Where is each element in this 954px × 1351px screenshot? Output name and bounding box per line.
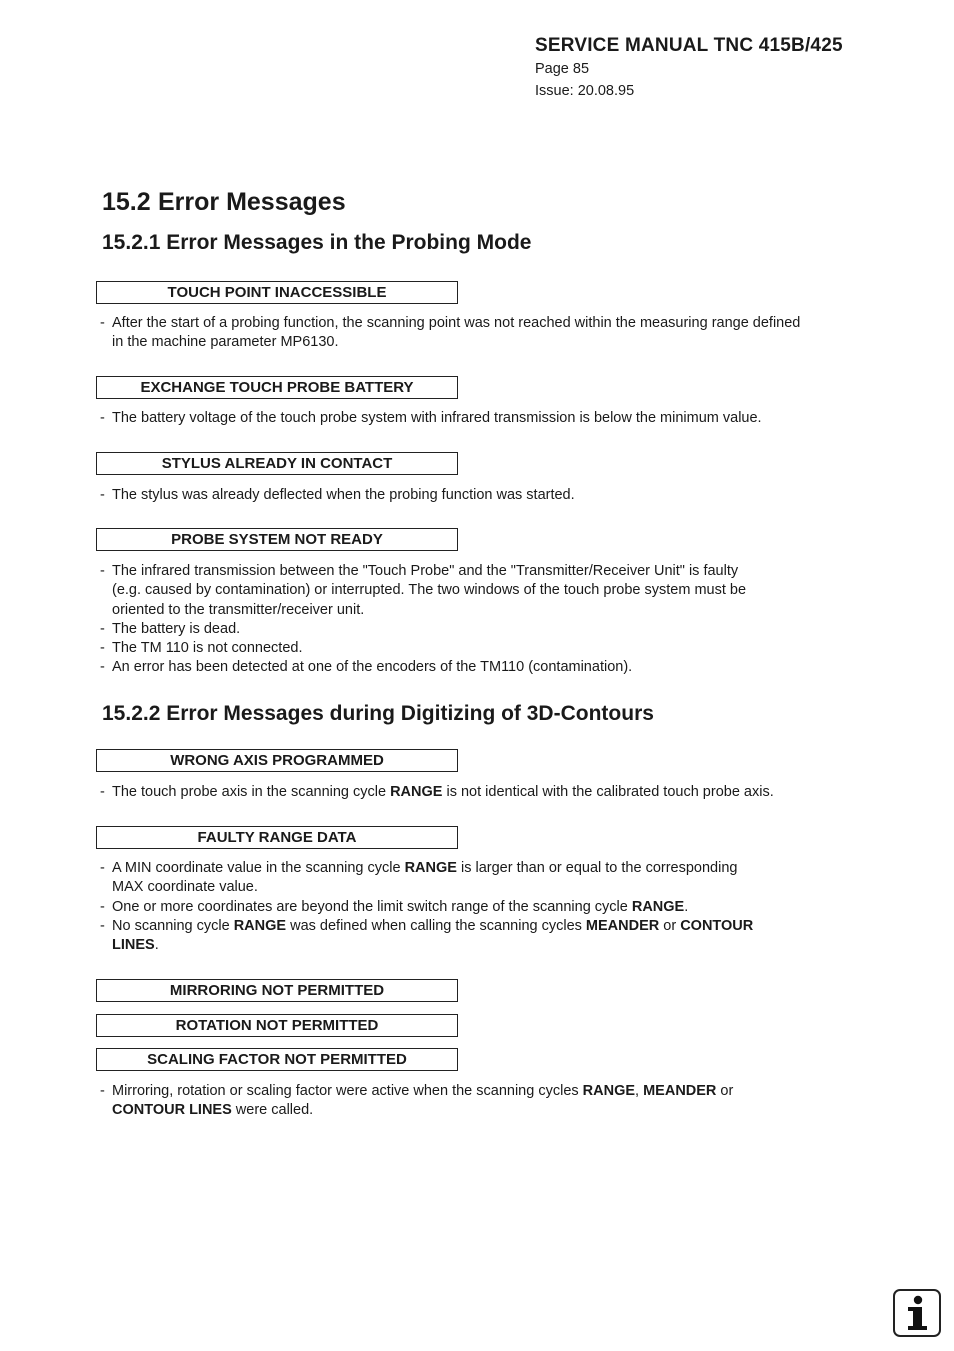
error-box-faulty-range: FAULTY RANGE DATA	[96, 826, 458, 849]
item-text	[112, 898, 900, 917]
bullet-dash: -	[100, 784, 105, 800]
text-run: is larger than or equal to the corresponding	[456, 860, 738, 876]
bullet-dash: -	[100, 315, 105, 331]
cycle-name: MEANDER	[585, 917, 660, 934]
error-box-touch-point-inaccessible: TOUCH POINT INACCESSIBLE	[96, 281, 458, 304]
text-run: No scanning cycle	[112, 917, 234, 934]
section-title: Error Messages	[158, 188, 346, 216]
cycle-name: MEANDER	[643, 1083, 717, 1099]
bullet-dash: -	[100, 410, 105, 426]
text-run: The touch probe axis in the scanning cycle	[112, 784, 391, 800]
text-run: Mirroring, rotation or scaling factor were active when the scanning cycles	[112, 1083, 583, 1099]
error-box-exchange-battery: EXCHANGE TOUCH PROBE BATTERY	[96, 376, 458, 399]
item-text	[112, 1082, 900, 1101]
item-text: MAX coordinate value.	[112, 879, 258, 896]
error-box-scaling: SCALING FACTOR NOT PERMITTED	[96, 1048, 458, 1071]
cycle-name: RANGE	[631, 898, 685, 915]
list-item	[100, 486, 900, 505]
cycle-name: RANGE	[390, 784, 443, 800]
error-box-mirroring: MIRRORING NOT PERMITTED	[96, 979, 458, 1002]
bullet-list	[100, 314, 900, 353]
item-text: After the start of a probing function, the scanning point was not reached within the measuring range defined	[112, 315, 801, 331]
item-text: in the machine parameter MP6130.	[112, 334, 339, 351]
cycle-name: RANGE	[233, 917, 287, 934]
list-item	[100, 898, 900, 917]
list-item	[100, 917, 900, 956]
list-item	[100, 409, 900, 428]
item-text: The stylus was already deflected when the probing function was started.	[112, 487, 575, 503]
text-run: .	[154, 937, 159, 954]
item-text	[112, 917, 900, 936]
error-box-rotation: ROTATION NOT PERMITTED	[96, 1014, 458, 1037]
bullet-list	[100, 562, 900, 678]
text-run: were called.	[231, 1102, 314, 1119]
bullet-list	[100, 486, 900, 505]
list-item	[100, 783, 900, 802]
bullet-dash: -	[100, 620, 105, 637]
list-item	[100, 314, 900, 353]
item-text: (e.g. caused by contamination) or interrupted. The two windows of the touch probe system must be	[112, 582, 747, 599]
item-text: The battery voltage of the touch probe system with infrared transmission is below the minimum value.	[112, 410, 762, 426]
item-text: The TM 110 is not connected.	[112, 640, 303, 657]
list-item	[100, 639, 900, 658]
item-text	[112, 783, 900, 802]
bullet-list	[100, 859, 900, 955]
bullet-list	[100, 783, 900, 802]
bullet-list	[100, 409, 900, 428]
bullet-dash: -	[100, 659, 105, 676]
item-text	[112, 936, 900, 955]
list-item	[100, 859, 900, 898]
cycle-name: RANGE	[582, 1083, 636, 1099]
text-run: A MIN coordinate value in the scanning cycle	[112, 860, 405, 876]
list-item	[100, 658, 900, 677]
text-run: or	[716, 1083, 734, 1099]
subsection-heading-probing: 15.2.1 Error Messages in the Probing Mode	[102, 231, 532, 254]
section-number: 15.2	[102, 188, 151, 216]
text-run: ,	[635, 1083, 644, 1099]
item-text	[112, 859, 900, 878]
section-heading	[102, 188, 346, 217]
cycle-name: LINES	[112, 937, 155, 954]
info-glyph	[902, 1294, 932, 1332]
bullet-list	[100, 1082, 900, 1121]
item-text	[112, 1101, 900, 1120]
bullet-dash: -	[100, 860, 105, 876]
issue-date: Issue: 20.08.95	[535, 83, 635, 99]
text-run: One or more coordinates are beyond the limit switch range of the scanning cycle	[112, 898, 632, 915]
info-icon	[893, 1289, 941, 1337]
list-item	[100, 562, 900, 620]
manual-title: SERVICE MANUAL TNC 415B/425	[535, 35, 843, 56]
item-text: The infrared transmission between the "Touch Probe" and the "Transmitter/Receiver Unit" is faulty	[112, 563, 739, 579]
list-item	[100, 1082, 900, 1121]
bullet-dash: -	[100, 640, 105, 657]
bullet-dash: -	[100, 1083, 105, 1099]
item-text: An error has been detected at one of the encoders of the TM110 (contamination).	[112, 659, 633, 676]
cycle-name: CONTOUR LINES	[112, 1102, 232, 1119]
error-box-wrong-axis: WRONG AXIS PROGRAMMED	[96, 749, 458, 772]
bullet-dash: -	[100, 898, 105, 915]
text-run: .	[684, 898, 689, 915]
bullet-dash: -	[100, 487, 105, 503]
text-run: or	[659, 917, 681, 934]
error-box-stylus-in-contact: STYLUS ALREADY IN CONTACT	[96, 452, 458, 475]
cycle-name: CONTOUR	[680, 917, 754, 934]
bullet-dash: -	[100, 563, 105, 579]
bullet-dash: -	[100, 917, 105, 934]
list-item	[100, 620, 900, 639]
subsection-heading-digitizing: 15.2.2 Error Messages during Digitizing of 3D-Contours	[102, 702, 654, 725]
text-run: was defined when calling the scanning cycles	[286, 917, 586, 934]
item-text: The battery is dead.	[112, 620, 241, 637]
page-number: Page 85	[535, 61, 590, 77]
error-box-probe-not-ready: PROBE SYSTEM NOT READY	[96, 528, 458, 551]
cycle-name: RANGE	[404, 860, 457, 876]
page-header	[535, 35, 843, 101]
item-text: oriented to the transmitter/receiver unit.	[112, 601, 365, 618]
text-run: is not identical with the calibrated touch probe axis.	[442, 784, 774, 800]
